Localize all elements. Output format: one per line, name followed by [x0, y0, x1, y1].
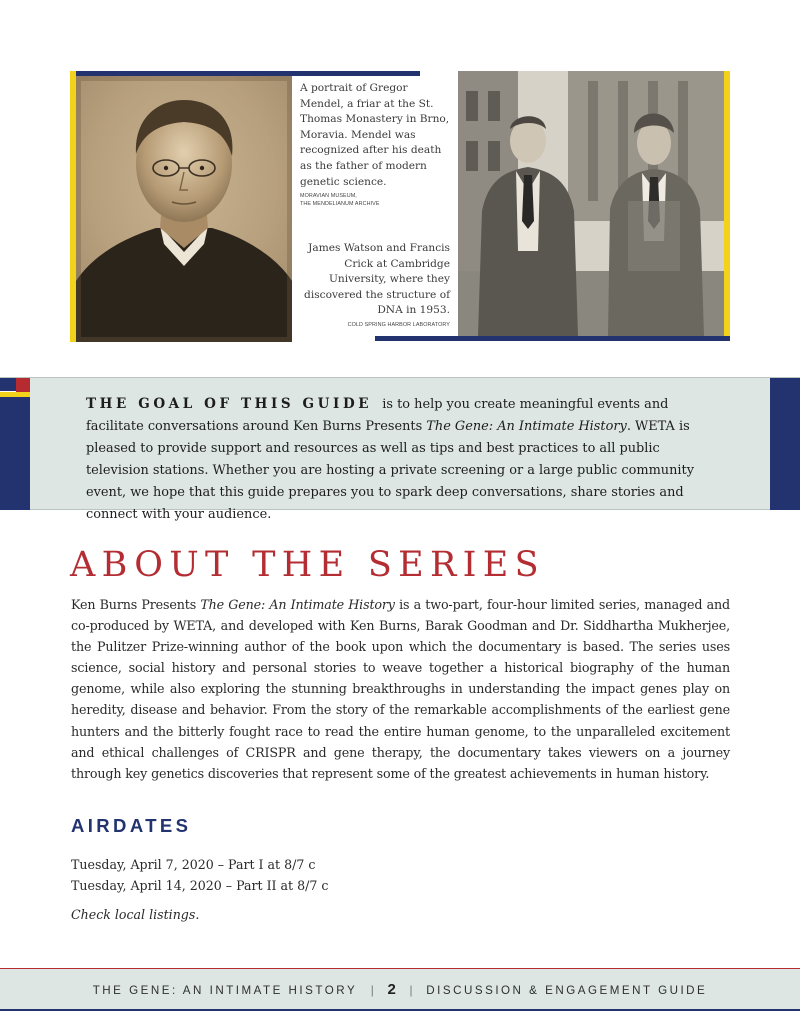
footer-series-title: THE GENE: AN INTIMATE HISTORY [92, 984, 357, 997]
photo-frame-bar-navy-bottom [375, 336, 730, 341]
mendel-credit-line-1: MORAVIAN MUSEUM, [300, 193, 357, 200]
goal-paragraph [86, 393, 718, 526]
watson-crick-caption-text: James Watson and Francis Crick at Cambridge University, where they discovered the structure of DNA in 1953. [304, 242, 450, 317]
about-series-title: ABOUT THE SERIES [70, 545, 545, 585]
mendel-credit-line-2: THE MENDELIANUM ARCHIVE [300, 200, 380, 207]
check-listings-note: Check local listings. [71, 907, 200, 922]
airdate-part-1: Tuesday, April 7, 2020 – Part I at 8/7 c [71, 857, 316, 872]
goal-heading: THE GOAL OF THIS GUIDE [86, 396, 373, 412]
goal-band-accent-left [0, 378, 30, 510]
footer-rule-navy [0, 1009, 800, 1011]
footer-page-number: 2 [387, 981, 396, 998]
watson-crick-photo [458, 71, 724, 336]
watson-crick-photo-credit: COLD SPRING HARBOR LABORATORY [347, 321, 450, 328]
mendel-caption-text: A portrait of Gregor Mendel, a friar at the St. Thomas Monastery in Brno, Moravia. Mendel was recognized after his death as the father of modern genetic science. [300, 82, 450, 188]
goal-text-before: is to help you create meaningful events and facilitate conversations around Ken Burns Presents [86, 397, 669, 434]
goal-band-accent-yellow [0, 392, 30, 397]
goal-band-accent-red [16, 378, 30, 392]
goal-band-accent-right [770, 378, 800, 510]
mendel-portrait-photo [76, 76, 292, 342]
about-body-text: is a two-part, four-hour limited series, managed and co-produced by WETA, and developed with Ken Burns, Barak Goodman and Dr. Siddhartha Mukherjee, the Pulitzer Prize-winning author of the book upon which the documentary is based. The series uses science, social history and personal stories to weave together a historical biography of the human genome, while also exploring the stunning breakthroughs in understanding the impact genes play on heredity, disease and behavior. From the story of the remarkable accomplishments of the earliest gene hunters and the bitterly fought race to read the entire human genome, to the unparalleled excitement and ethical challenges of CRISPR and gene therapy, the documentary takes viewers on a journey through key genetics discoveries that represent some of the greatest achievements in human history. [71, 597, 730, 781]
about-series-paragraph [71, 594, 730, 784]
footer-separator-left: | [370, 984, 374, 997]
goal-text-after: . WETA is pleased to provide support and resources as well as tips and best practices to all public television stations. Whether you are hosting a private screening or a large public community event, we hope that this guide prepares you to spark deep conversations, share stories and connect with your audience. [86, 419, 694, 522]
footer [0, 981, 800, 998]
about-series-name: The Gene: An Intimate History [200, 597, 395, 612]
goal-series-title: The Gene: An Intimate History [426, 419, 627, 434]
footer-separator-right: | [409, 984, 413, 997]
airdates-title: AIRDATES [71, 815, 192, 836]
photo-frame-bar-yellow-right [724, 71, 730, 340]
mendel-caption [300, 81, 450, 208]
footer-guide-title: DISCUSSION & ENGAGEMENT GUIDE [426, 984, 708, 997]
watson-crick-illustration [458, 71, 724, 336]
watson-crick-caption [300, 241, 450, 330]
mendel-photo-credit [300, 193, 450, 208]
mendel-portrait-illustration [76, 76, 292, 342]
airdate-part-2: Tuesday, April 14, 2020 – Part II at 8/7 c [71, 878, 329, 893]
about-intro: Ken Burns Presents [71, 597, 197, 612]
